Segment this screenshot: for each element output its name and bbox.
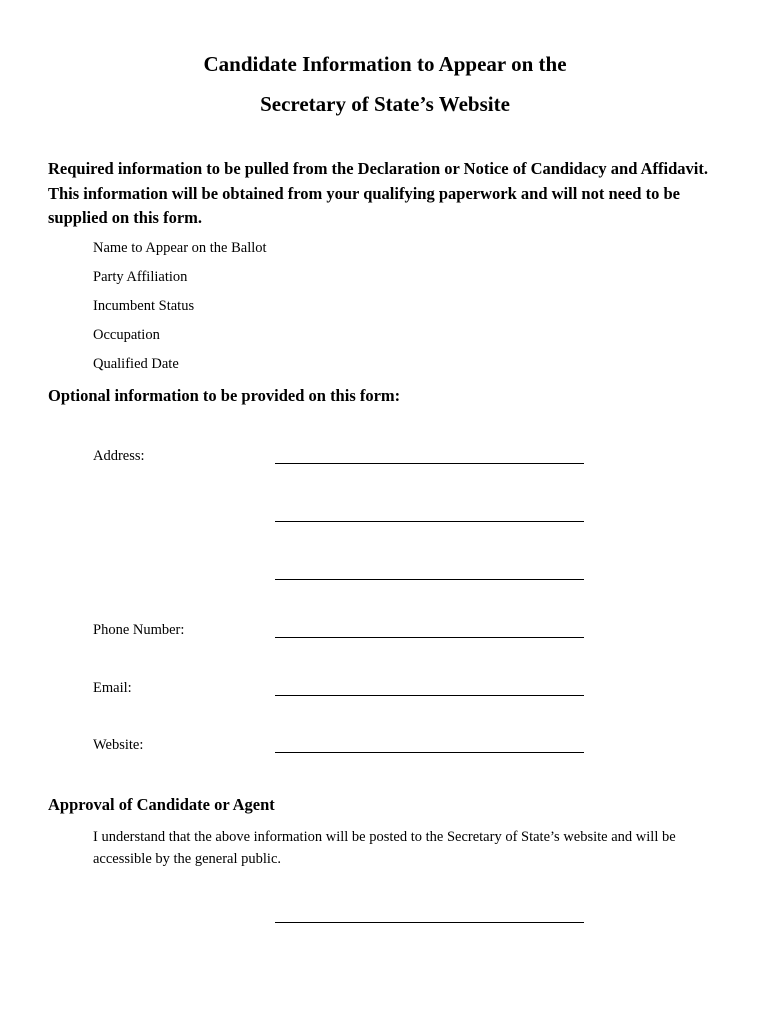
page-title-line-1: Candidate Information to Appear on the: [203, 52, 567, 76]
approval-statement: I understand that the above information will be posted to the Secretary of State’s website and will be accessible by the general public.: [93, 829, 676, 867]
address-label: Address:: [93, 448, 145, 464]
phone-number-label: Phone Number:: [93, 622, 185, 638]
website-label: Website:: [93, 737, 144, 753]
required-info-intro: Required information to be pulled from the Declaration or Notice of Candidacy and Affidavit. This information will be obtained from your qualifying paperwork and will not need to be supplied on this form.: [48, 159, 708, 227]
address-line-3-field[interactable]: [275, 579, 584, 580]
required-item-name-on-ballot: Name to Appear on the Ballot: [93, 240, 267, 256]
required-item-qualified-date: Qualified Date: [93, 356, 179, 372]
optional-info-heading: Optional information to be provided on this form:: [48, 386, 401, 405]
approval-heading: Approval of Candidate or Agent: [48, 795, 275, 814]
address-line-1-field[interactable]: [275, 463, 584, 464]
phone-number-field[interactable]: [275, 637, 584, 638]
page-title-line-2: Secretary of State’s Website: [260, 92, 510, 116]
required-item-party-affiliation: Party Affiliation: [93, 269, 188, 285]
address-line-2-field[interactable]: [275, 521, 584, 522]
email-label: Email:: [93, 680, 132, 696]
required-item-occupation: Occupation: [93, 327, 160, 343]
signature-field[interactable]: [275, 922, 584, 923]
website-field[interactable]: [275, 752, 584, 753]
email-field[interactable]: [275, 695, 584, 696]
required-item-incumbent-status: Incumbent Status: [93, 298, 195, 314]
